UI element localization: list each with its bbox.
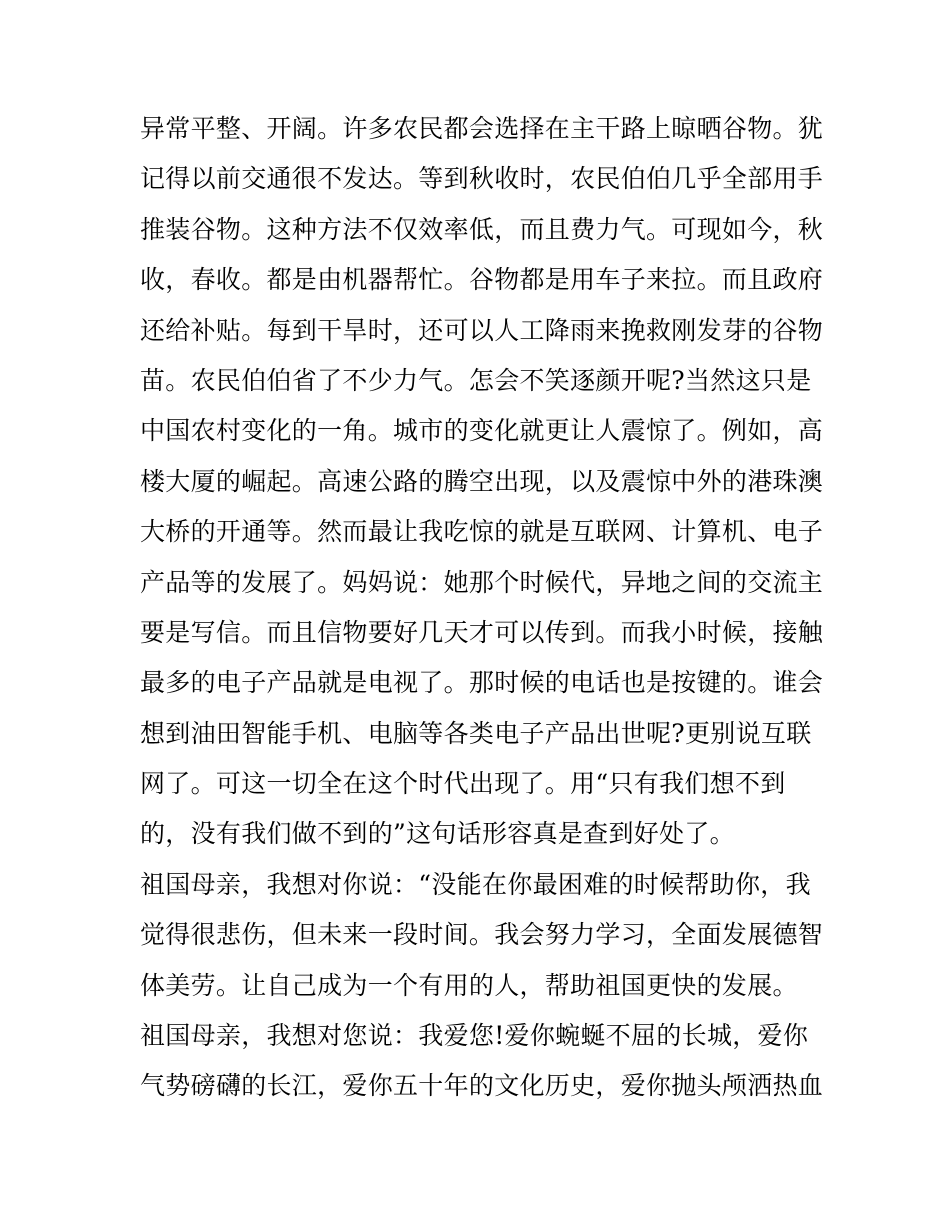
text-line: 大桥的开通等。然而最让我吃惊的就是互联网、计算机、电子 bbox=[140, 517, 824, 547]
text-line: 记得以前交通很不发达。等到秋收时，农民伯伯几乎全部用手 bbox=[140, 164, 824, 194]
text-line: 苗。农民伯伯省了不少力气。怎会不笑逐颜开呢?当然这只是 bbox=[140, 365, 812, 395]
text-line: 体美劳。让自己成为一个有用的人，帮助祖国更快的发展。 bbox=[140, 970, 798, 1000]
text-line: 收，春收。都是由机器帮忙。谷物都是用车子来拉。而且政府 bbox=[140, 265, 824, 295]
text-line: 中国农村变化的一角。城市的变化就更让人震惊了。例如，高 bbox=[140, 416, 824, 446]
text-line: 想到油田智能手机、电脑等各类电子产品出世呢?更别说互联 bbox=[140, 718, 812, 748]
text-line: 最多的电子产品就是电视了。那时候的电话也是按键的。谁会 bbox=[140, 668, 824, 698]
text-line: 的，没有我们做不到的”这句话形容真是查到好处了。 bbox=[140, 819, 735, 849]
text-line: 祖国母亲，我想对你说：“没能在你最困难的时候帮助你，我 bbox=[140, 869, 811, 899]
text-line: 祖国母亲，我想对您说：我爱您!爱你蜿蜒不屈的长城，爱你 bbox=[140, 1021, 809, 1051]
body-text bbox=[140, 104, 824, 1112]
text-line: 推装谷物。这种方法不仅效率低，而且费力气。可现如今，秋 bbox=[140, 214, 824, 244]
text-line: 楼大厦的崛起。高速公路的腾空出现，以及震惊中外的港珠澳 bbox=[140, 466, 824, 496]
text-line: 要是写信。而且信物要好几天才可以传到。而我小时候，接触 bbox=[140, 617, 824, 647]
text-line: 还给补贴。每到干旱时，还可以人工降雨来挽救刚发芽的谷物 bbox=[140, 315, 824, 345]
text-line: 异常平整、开阔。许多农民都会选择在主干路上晾晒谷物。犹 bbox=[140, 114, 824, 143]
text-line: 网了。可这一切全在这个时代出现了。用“只有我们想不到 bbox=[140, 769, 786, 799]
text-line: 觉得很悲伤，但未来一段时间。我会努力学习，全面发展德智 bbox=[140, 920, 824, 950]
text-line: 气势磅礴的长江，爱你五十年的文化历史，爱你抛头颅洒热血 bbox=[140, 1071, 824, 1101]
text-line: 产品等的发展了。妈妈说：她那个时候代，异地之间的交流主 bbox=[140, 567, 824, 597]
